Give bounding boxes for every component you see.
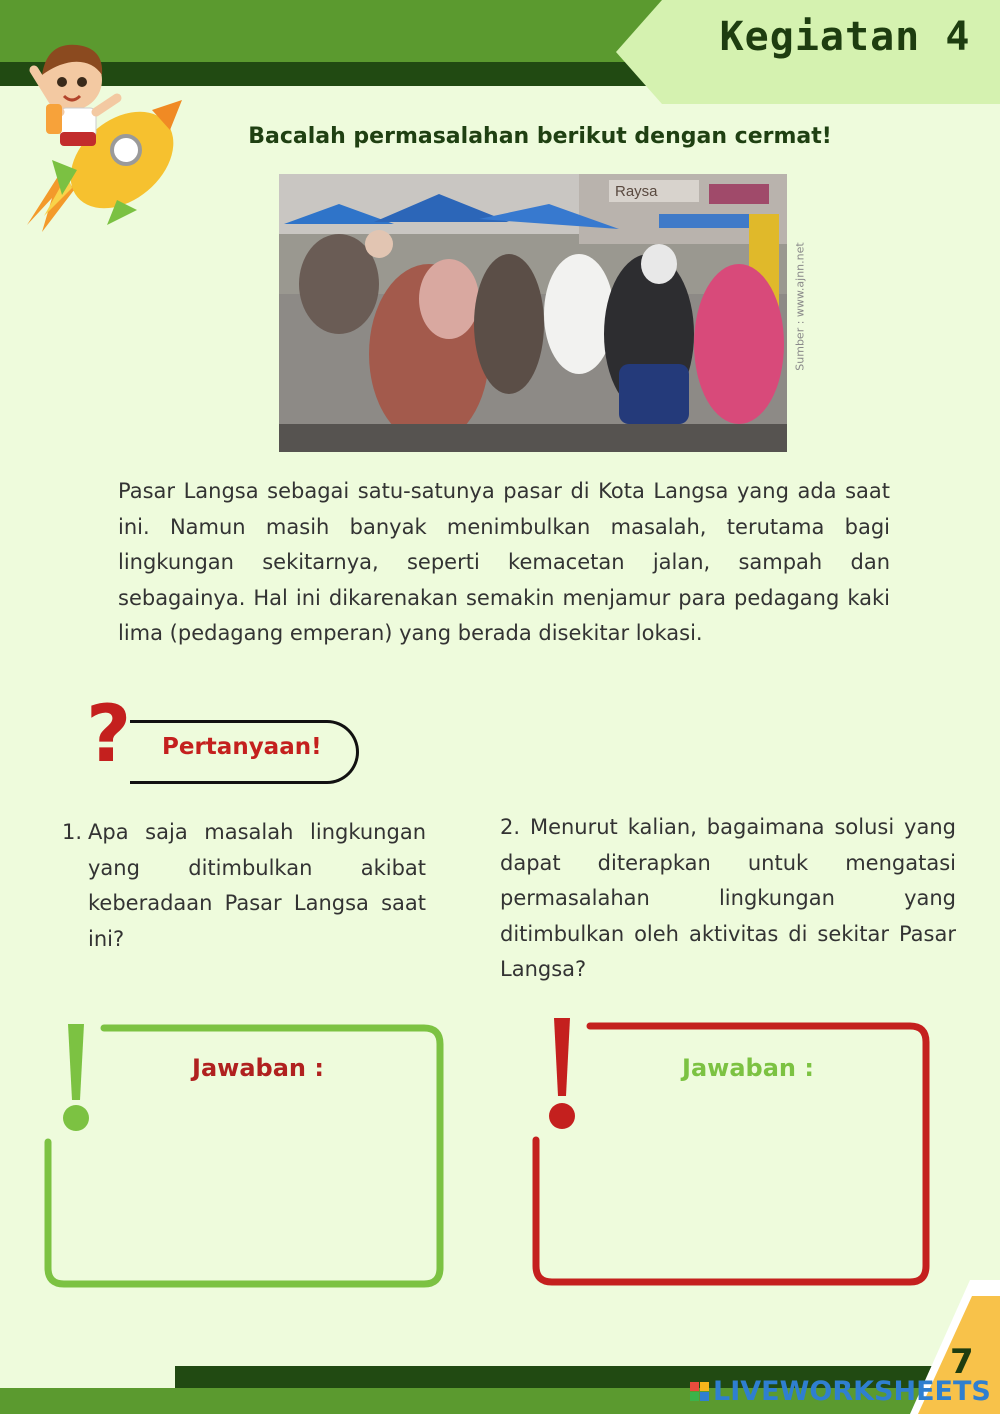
instruction-text: Bacalah permasalahan berikut dengan cermat! [248, 124, 832, 149]
exclamation-icon [549, 1018, 575, 1129]
page-number: 7 [950, 1342, 974, 1382]
answer-2-label: Jawaban : [682, 1054, 814, 1082]
liveworksheets-logo-icon [690, 1382, 709, 1401]
reading-passage: Pasar Langsa sebagai satu-satunya pasar di Kota Langsa yang ada saat ini. Namun masih banyak menimbulkan masalah, terutama bagi lingkungan sekitarnya, seperti kemacetan jalan, sampah dan sebagainya. Hal ini dikarenakan semakin menjamur para pedagang kaki lima (pedagang emperan) yang berada disekitar lokasi. [118, 479, 890, 645]
question-1-text: Apa saja masalah lingkungan yang ditimbulkan akibat keberadaan Pasar Langsa saat ini? [88, 820, 426, 951]
question-1-number: 1. [62, 820, 83, 844]
question-mark-icon: ? [86, 690, 132, 780]
question-2-text: 2. Menurut kalian, bagaimana solusi yang dapat diterapkan untuk mengatasi permasalahan lingkungan yang ditimbulkan oleh aktivitas di sekitar Pasar Langsa? [500, 815, 956, 981]
shop-sign: Raysa [615, 183, 658, 200]
exclamation-icon [63, 1024, 89, 1131]
market-photo [279, 174, 787, 452]
answer-1-label: Jawaban : [192, 1054, 324, 1082]
watermark-text: LIVEWORKSHEETS [713, 1376, 991, 1407]
liveworksheets-watermark[interactable] [690, 1376, 991, 1407]
photo-source-caption: Sumber : www.ajnn.net [793, 242, 807, 371]
rocket-boy-illustration [22, 20, 192, 235]
page-title: Kegiatan 4 [719, 14, 971, 60]
question-header-label: Pertanyaan! [162, 734, 322, 760]
